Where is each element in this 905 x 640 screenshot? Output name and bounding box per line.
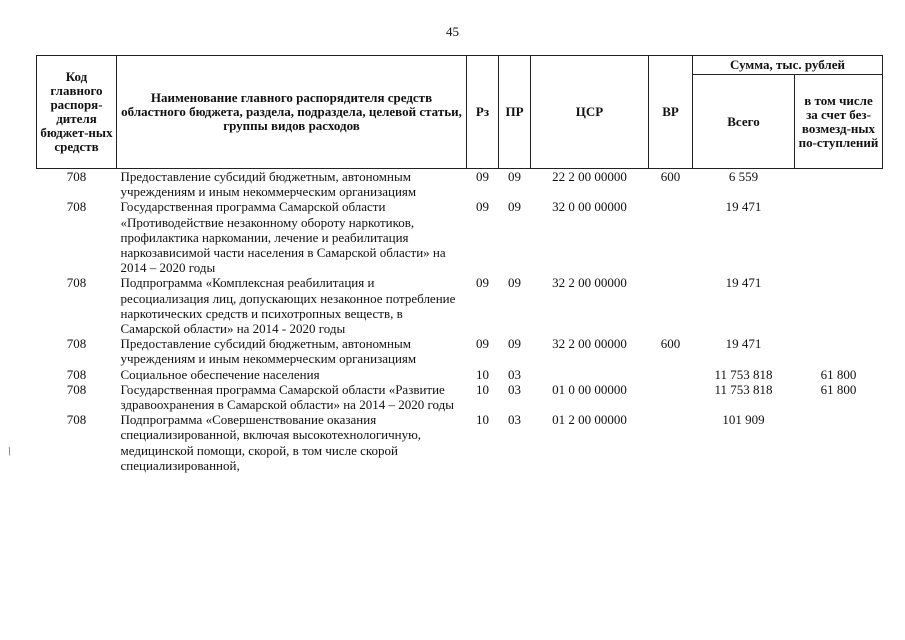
cell-code: 708 — [66, 199, 87, 215]
table-row — [37, 199, 883, 275]
cell-pr: 03 — [508, 366, 521, 382]
header-name: Наименование главного распорядителя средств областного бюджета, раздела, подраздела, целевой статьи, группы видов расходов — [117, 56, 467, 169]
cell-rz: 10 — [476, 412, 489, 428]
cell-csr: 01 2 00 00000 — [552, 412, 627, 428]
header-code: Код главного распоря-дителя бюджет-ных средств — [37, 56, 117, 169]
cell-vr — [649, 275, 693, 336]
cell-name: Подпрограмма «Комплексная реабилитация и ресоциализация лиц, допускающих незаконное потребление наркотических средств и психотропных веществ, в Самарской области» на 2014 - 2020 годы — [120, 275, 456, 337]
table-body — [37, 169, 883, 474]
cell-csr — [531, 367, 649, 382]
cell-name: Государственная программа Самарской области «Противодействие незаконному обороту наркотиков, профилактика наркомании, лечение и реабилитация наркозависимой части населения в Самарской области» на 2014 – 2020 годы — [120, 199, 446, 276]
cell-pr: 09 — [508, 199, 521, 215]
cell-csr: 22 2 00 00000 — [552, 169, 627, 184]
cell-pr: 03 — [508, 381, 521, 397]
cell-name: Предоставление субсидий бюджетным, автономным учреждениям и иным некоммерческим организациям — [120, 169, 417, 200]
cell-csr: 32 2 00 00000 — [552, 275, 627, 291]
cell-rz: 10 — [476, 366, 489, 382]
cell-total: 19 471 — [725, 199, 762, 215]
cell-rz: 09 — [476, 275, 489, 291]
cell-rz: 09 — [476, 336, 489, 352]
cell-csr: 01 0 00 00000 — [552, 381, 627, 397]
cell-pr: 09 — [508, 336, 521, 352]
cell-total: 6 559 — [728, 169, 759, 184]
cell-rz: 10 — [476, 381, 489, 397]
cell-grants — [795, 336, 883, 366]
header-pr: ПР — [499, 56, 531, 169]
cell-name: Государственная программа Самарской области «Развитие здравоохранения в Самарской области» на 2014 – 2020 годы — [120, 381, 454, 413]
cell-grants — [795, 275, 883, 336]
cell-pr: 03 — [508, 412, 521, 428]
page-number: 45 — [446, 24, 459, 39]
table-row — [37, 367, 883, 382]
cell-vr: 600 — [660, 336, 681, 352]
cell-rz: 09 — [476, 199, 489, 215]
cell-grants — [795, 412, 883, 473]
cell-code: 708 — [66, 381, 87, 397]
cell-code: 708 — [66, 366, 87, 382]
cell-grants: 61 800 — [820, 381, 857, 397]
cell-code: 708 — [66, 169, 87, 184]
cell-total: 11 753 818 — [714, 381, 773, 397]
cell-vr: 600 — [660, 169, 681, 184]
cell-vr — [649, 382, 693, 412]
cell-vr — [649, 199, 693, 275]
cell-total: 11 753 818 — [714, 366, 773, 382]
cell-grants — [795, 169, 883, 200]
header-vr: ВР — [649, 56, 693, 169]
header-rz: Рз — [467, 56, 499, 169]
cell-name: Социальное обеспечение населения — [120, 366, 320, 382]
table-row — [37, 382, 883, 412]
cell-pr: 09 — [508, 169, 521, 184]
header-total: Всего — [693, 75, 795, 169]
table-row — [37, 169, 883, 200]
cell-total: 101 909 — [722, 412, 765, 428]
cell-grants: 61 800 — [820, 366, 857, 382]
cell-name: Подпрограмма «Совершенствование оказания специализированной, включая высокотехнологичную, медицинской помощи, скорой, в том числе скорой специализированной, — [120, 412, 422, 473]
cell-csr: 32 0 00 00000 — [552, 199, 627, 215]
cell-code: 708 — [66, 275, 87, 291]
cell-vr — [649, 367, 693, 382]
table-header — [37, 56, 883, 169]
scan-mark: / — [4, 443, 14, 459]
cell-grants — [795, 199, 883, 275]
cell-total: 19 471 — [725, 336, 762, 352]
table-row — [37, 412, 883, 473]
cell-pr: 09 — [508, 275, 521, 291]
cell-code: 708 — [66, 336, 87, 352]
cell-csr: 32 2 00 00000 — [552, 336, 627, 352]
table-row — [37, 275, 883, 336]
cell-name: Предоставление субсидий бюджетным, автономным учреждениям и иным некоммерческим организациям — [120, 336, 417, 367]
budget-table — [36, 55, 883, 473]
cell-rz: 09 — [476, 169, 489, 184]
header-sum-group: Сумма, тыс. рублей — [693, 56, 883, 75]
cell-code: 708 — [66, 412, 87, 428]
header-grants: в том числе за счет без-возмезд-ных по-ступлений — [795, 75, 883, 169]
cell-total: 19 471 — [725, 275, 762, 291]
cell-vr — [649, 412, 693, 473]
table-row — [37, 336, 883, 366]
header-csr: ЦСР — [531, 56, 649, 169]
